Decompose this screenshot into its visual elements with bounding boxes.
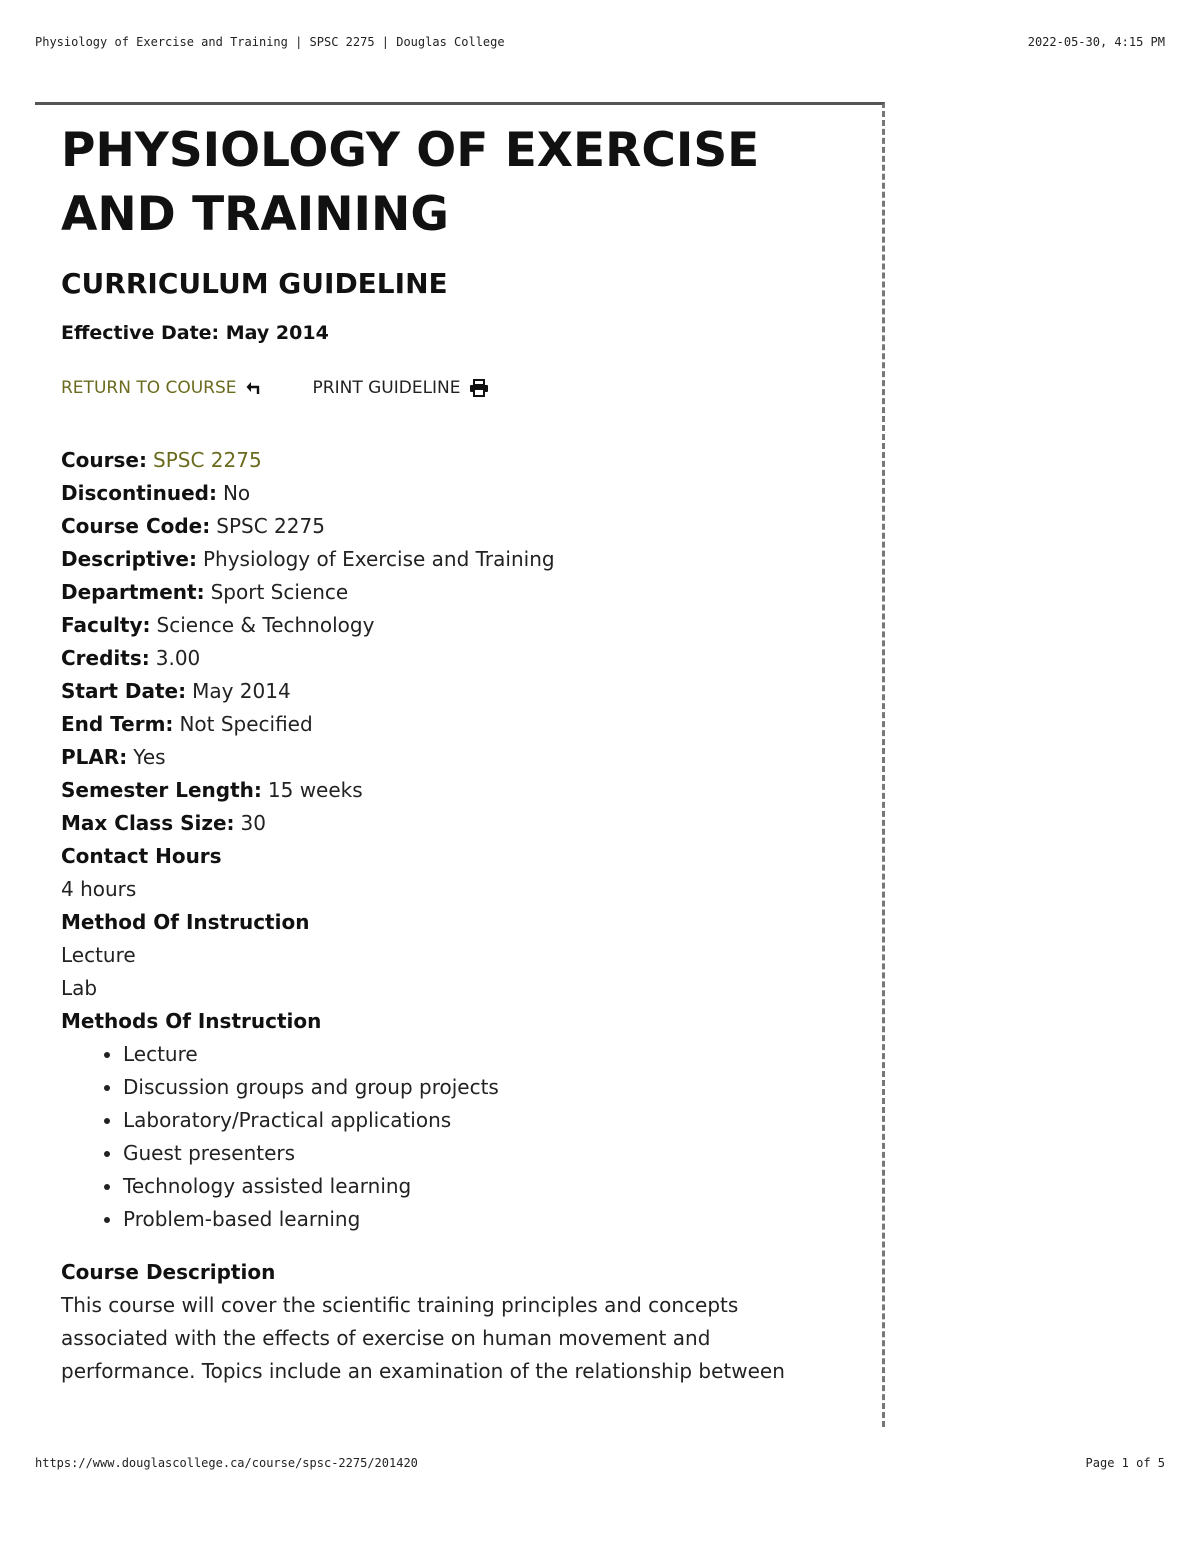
method-of-instruction-value: Lecture (61, 943, 136, 967)
field-plar (61, 741, 871, 774)
field-value: 30 (240, 811, 266, 835)
course-description-line: This course will cover the scientific training principles and concepts (61, 1293, 739, 1317)
contact-hours-value: 4 hours (61, 877, 137, 901)
printer-icon (469, 379, 489, 397)
methods-of-instruction-label: Methods Of Instruction (61, 1009, 322, 1033)
field-value: No (222, 481, 251, 505)
print-header-timestamp: 2022-05-30, 4:15 PM (1027, 35, 1165, 49)
list-item: • Lecture (123, 1038, 871, 1071)
return-to-course-link[interactable] (61, 378, 261, 398)
field-label: Start Date: (61, 679, 187, 703)
field-label: Course: (61, 448, 147, 472)
field-semester-length (61, 774, 871, 807)
list-item: • Problem-based learning (123, 1203, 871, 1236)
field-course-code (61, 510, 871, 543)
field-value: Not Specified (179, 712, 313, 736)
return-to-course-label: RETURN TO COURSE (61, 378, 237, 398)
print-header-title: Physiology of Exercise and Training | SPSC 2275 | Douglas College (35, 35, 505, 49)
course-description-line: associated with the effects of exercise on human movement and (61, 1326, 711, 1350)
effective-date: Effective Date: May 2014 (61, 322, 329, 344)
field-value: May 2014 (192, 679, 291, 703)
field-descriptive (61, 543, 871, 576)
field-label: PLAR: (61, 745, 128, 769)
field-value: Physiology of Exercise and Training (202, 547, 555, 571)
field-value: 3.00 (155, 646, 201, 670)
course-description-heading: Course Description (61, 1260, 276, 1284)
list-item: • Guest presenters (123, 1137, 871, 1170)
field-value: Yes (133, 745, 166, 769)
list-item: • Laboratory/Practical applications (123, 1104, 871, 1137)
main-content (61, 119, 871, 1388)
field-label: Department: (61, 580, 205, 604)
field-value: SPSC 2275 (216, 514, 325, 538)
field-label: End Term: (61, 712, 174, 736)
field-label: Faculty: (61, 613, 151, 637)
field-value: Science & Technology (156, 613, 375, 637)
field-label: Credits: (61, 646, 150, 670)
field-course (61, 444, 871, 477)
field-max-class-size (61, 807, 871, 840)
field-value: Sport Science (210, 580, 349, 604)
guideline-actions (61, 378, 871, 398)
course-fields (61, 444, 871, 1388)
field-label: Descriptive: (61, 547, 197, 571)
page-title: PHYSIOLOGY OF EXERCISE AND TRAINING (61, 123, 760, 242)
contact-hours-label: Contact Hours (61, 844, 222, 868)
field-start-date (61, 675, 871, 708)
print-header (35, 35, 1165, 49)
method-of-instruction-label: Method Of Instruction (61, 910, 310, 934)
list-item: • Discussion groups and group projects (123, 1071, 871, 1104)
method-of-instruction-value: Lab (61, 976, 98, 1000)
field-label: Max Class Size: (61, 811, 235, 835)
content-frame (35, 102, 885, 1427)
field-credits (61, 642, 871, 675)
print-guideline-label: PRINT GUIDELINE (312, 378, 461, 398)
field-value: 15 weeks (267, 778, 363, 802)
field-department (61, 576, 871, 609)
field-end-term (61, 708, 871, 741)
list-item: • Technology assisted learning (123, 1170, 871, 1203)
return-arrow-icon (245, 380, 261, 396)
methods-of-instruction-list (61, 1038, 871, 1236)
field-label: Semester Length: (61, 778, 262, 802)
print-guideline-link[interactable] (313, 378, 489, 398)
field-discontinued (61, 477, 871, 510)
print-footer-page-number: Page 1 of 5 (1085, 1456, 1165, 1470)
field-label: Course Code: (61, 514, 211, 538)
course-link[interactable]: SPSC 2275 (153, 448, 262, 472)
course-description-line: performance. Topics include an examination of the relationship between (61, 1359, 785, 1383)
print-footer-url: https://www.douglascollege.ca/course/spsc-2275/201420 (35, 1456, 418, 1470)
field-label: Discontinued: (61, 481, 217, 505)
field-faculty (61, 609, 871, 642)
print-footer (35, 1456, 1165, 1470)
page-subtitle: CURRICULUM GUIDELINE (61, 267, 448, 300)
